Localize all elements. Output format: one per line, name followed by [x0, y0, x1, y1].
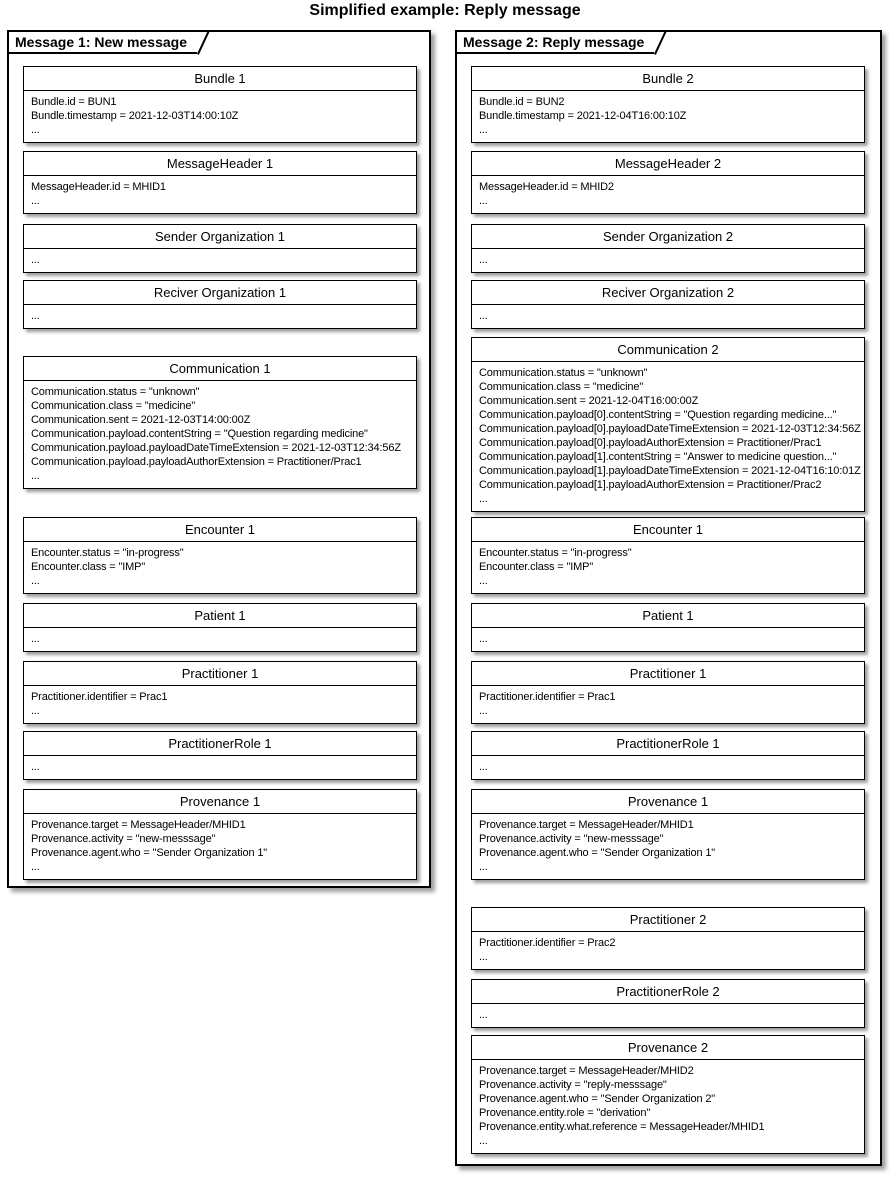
object-practitioner-2	[471, 907, 865, 970]
attribute-line: Communication.status = "unknown"	[479, 367, 648, 379]
object-attributes	[472, 1004, 864, 1027]
object-attributes	[24, 381, 416, 488]
attribute-line: Provenance.agent.who = "Sender Organization 1"	[479, 847, 716, 859]
object-attributes	[24, 91, 416, 142]
object-attributes	[24, 814, 416, 879]
attribute-line: ...	[31, 310, 40, 322]
object-attributes	[472, 542, 864, 593]
object-title: Encounter 1	[472, 518, 864, 542]
object-attributes	[472, 176, 864, 213]
attribute-line: ...	[479, 195, 488, 207]
object-attributes	[472, 362, 864, 511]
attribute-line: ...	[479, 254, 488, 266]
attribute-line: Encounter.class = "IMP"	[31, 561, 146, 573]
object-attributes	[24, 249, 416, 272]
attribute-line: ...	[31, 470, 40, 482]
object-title: Reciver Organization 1	[24, 281, 416, 305]
object-title: Sender Organization 1	[24, 225, 416, 249]
object-provenance-1	[471, 789, 865, 880]
object-encounter-1	[471, 517, 865, 594]
attribute-line: Provenance.target = MessageHeader/MHID1	[31, 819, 246, 831]
package-tab	[7, 30, 197, 54]
attribute-line: Communication.class = "medicine"	[31, 400, 196, 412]
attribute-line: Bundle.timestamp = 2021-12-04T16:00:10Z	[479, 110, 687, 122]
object-attributes	[472, 932, 864, 969]
object-title: Communication 1	[24, 357, 416, 381]
object-attributes	[24, 628, 416, 651]
attribute-line: Encounter.status = "in-progress"	[479, 547, 632, 559]
attribute-line: Encounter.class = "IMP"	[479, 561, 594, 573]
object-title: Provenance 1	[472, 790, 864, 814]
object-attributes	[472, 305, 864, 328]
package-message-1-new-message	[7, 30, 431, 888]
object-attributes	[24, 305, 416, 328]
object-patient-1	[23, 603, 417, 652]
object-sender-organization-1	[23, 224, 417, 273]
object-provenance-1	[23, 789, 417, 880]
object-sender-organization-2	[471, 224, 865, 273]
attribute-line: Communication.payload[0].payloadDateTimeExtension = 2021-12-03T12:34:56Z	[479, 423, 861, 435]
attribute-line: ...	[31, 124, 40, 136]
attribute-line: Communication.sent = 2021-12-03T14:00:00Z	[31, 414, 251, 426]
object-bundle-2	[471, 66, 865, 143]
object-practitionerrole-2	[471, 979, 865, 1028]
attribute-line: ...	[31, 761, 40, 773]
object-title: Practitioner 1	[472, 662, 864, 686]
object-attributes	[472, 686, 864, 723]
attribute-line: Bundle.timestamp = 2021-12-03T14:00:10Z	[31, 110, 239, 122]
object-title: PractitionerRole 1	[24, 732, 416, 756]
package-title: Message 1: New message	[15, 34, 187, 50]
object-title: Provenance 1	[24, 790, 416, 814]
attribute-line: ...	[479, 493, 488, 505]
object-title: Provenance 2	[472, 1036, 864, 1060]
attribute-line: Communication.payload.contentString = "Question regarding medicine"	[31, 428, 368, 440]
attribute-line: MessageHeader.id = MHID2	[479, 181, 614, 193]
attribute-line: ...	[31, 633, 40, 645]
attribute-line: Provenance.activity = "new-messsage"	[479, 833, 664, 845]
attribute-line: ...	[31, 254, 40, 266]
attribute-line: Practitioner.identifier = Prac1	[31, 691, 168, 703]
object-title: Practitioner 2	[472, 908, 864, 932]
attribute-line: Communication.payload[1].payloadDateTimeExtension = 2021-12-04T16:10:01Z	[479, 465, 861, 477]
attribute-line: Practitioner.identifier = Prac1	[479, 691, 616, 703]
attribute-line: ...	[479, 124, 488, 136]
attribute-line: ...	[479, 310, 488, 322]
object-communication-2	[471, 337, 865, 512]
attribute-line: ...	[31, 861, 40, 873]
attribute-line: Communication.payload[1].contentString = "Answer to medicine question..."	[479, 451, 837, 463]
attribute-line: Provenance.agent.who = "Sender Organization 2"	[479, 1093, 716, 1105]
attribute-line: ...	[31, 705, 40, 717]
object-patient-1	[471, 603, 865, 652]
object-title: Patient 1	[24, 604, 416, 628]
object-attributes	[472, 91, 864, 142]
attribute-line: Communication.payload[1].payloadAuthorExtension = Practitioner/Prac2	[479, 479, 822, 491]
attribute-line: ...	[479, 1135, 488, 1147]
attribute-line: ...	[479, 1009, 488, 1021]
attribute-line: Communication.payload.payloadAuthorExtension = Practitioner/Prac1	[31, 456, 362, 468]
object-title: PractitionerRole 1	[472, 732, 864, 756]
object-attributes	[472, 628, 864, 651]
object-messageheader-2	[471, 151, 865, 214]
object-attributes	[472, 1060, 864, 1153]
attribute-line: Provenance.entity.what.reference = MessageHeader/MHID1	[479, 1121, 765, 1133]
package-message-2-reply-message	[455, 30, 882, 1166]
object-practitioner-1	[23, 661, 417, 724]
object-title: Bundle 2	[472, 67, 864, 91]
package-title: Message 2: Reply message	[463, 34, 645, 50]
object-title: Patient 1	[472, 604, 864, 628]
object-title: Communication 2	[472, 338, 864, 362]
object-title: Reciver Organization 2	[472, 281, 864, 305]
attribute-line: Provenance.activity = "reply-messsage"	[479, 1079, 667, 1091]
object-reciver-organization-1	[23, 280, 417, 329]
object-practitionerrole-1	[471, 731, 865, 780]
object-attributes	[24, 176, 416, 213]
attribute-line: ...	[479, 633, 488, 645]
object-practitionerrole-1	[23, 731, 417, 780]
attribute-line: Communication.status = "unknown"	[31, 386, 200, 398]
attribute-line: ...	[479, 951, 488, 963]
attribute-line: Communication.sent = 2021-12-04T16:00:00Z	[479, 395, 699, 407]
object-provenance-2	[471, 1035, 865, 1154]
object-attributes	[472, 249, 864, 272]
object-bundle-1	[23, 66, 417, 143]
object-attributes	[24, 542, 416, 593]
object-encounter-1	[23, 517, 417, 594]
object-title: MessageHeader 2	[472, 152, 864, 176]
diagram-title: Simplified example: Reply message	[309, 2, 581, 19]
attribute-line: Provenance.agent.who = "Sender Organization 1"	[31, 847, 268, 859]
attribute-line: Provenance.target = MessageHeader/MHID2	[479, 1065, 694, 1077]
attribute-line: ...	[479, 861, 488, 873]
attribute-line: Communication.payload.payloadDateTimeExtension = 2021-12-03T12:34:56Z	[31, 442, 401, 454]
object-title: Sender Organization 2	[472, 225, 864, 249]
attribute-line: ...	[31, 195, 40, 207]
attribute-line: Communication.class = "medicine"	[479, 381, 644, 393]
attribute-line: Bundle.id = BUN1	[31, 96, 117, 108]
object-title: MessageHeader 1	[24, 152, 416, 176]
attribute-line: Encounter.status = "in-progress"	[31, 547, 184, 559]
attribute-line: Communication.payload[0].payloadAuthorExtension = Practitioner/Prac1	[479, 437, 822, 449]
attribute-line: ...	[479, 575, 488, 587]
object-attributes	[472, 756, 864, 779]
attribute-line: Communication.payload[0].contentString = "Question regarding medicine..."	[479, 409, 837, 421]
object-reciver-organization-2	[471, 280, 865, 329]
object-messageheader-1	[23, 151, 417, 214]
attribute-line: Provenance.entity.role = "derivation"	[479, 1107, 651, 1119]
attribute-line: Provenance.target = MessageHeader/MHID1	[479, 819, 694, 831]
attribute-line: ...	[479, 705, 488, 717]
object-title: Encounter 1	[24, 518, 416, 542]
attribute-line: Provenance.activity = "new-messsage"	[31, 833, 216, 845]
object-attributes	[472, 814, 864, 879]
attribute-line: MessageHeader.id = MHID1	[31, 181, 166, 193]
object-communication-1	[23, 356, 417, 489]
attribute-line: Bundle.id = BUN2	[479, 96, 565, 108]
attribute-line: ...	[31, 575, 40, 587]
object-attributes	[24, 686, 416, 723]
attribute-line: ...	[479, 761, 488, 773]
object-practitioner-1	[471, 661, 865, 724]
object-attributes	[24, 756, 416, 779]
object-title: PractitionerRole 2	[472, 980, 864, 1004]
package-tab	[455, 30, 654, 54]
attribute-line: Practitioner.identifier = Prac2	[479, 937, 616, 949]
object-title: Practitioner 1	[24, 662, 416, 686]
object-title: Bundle 1	[24, 67, 416, 91]
